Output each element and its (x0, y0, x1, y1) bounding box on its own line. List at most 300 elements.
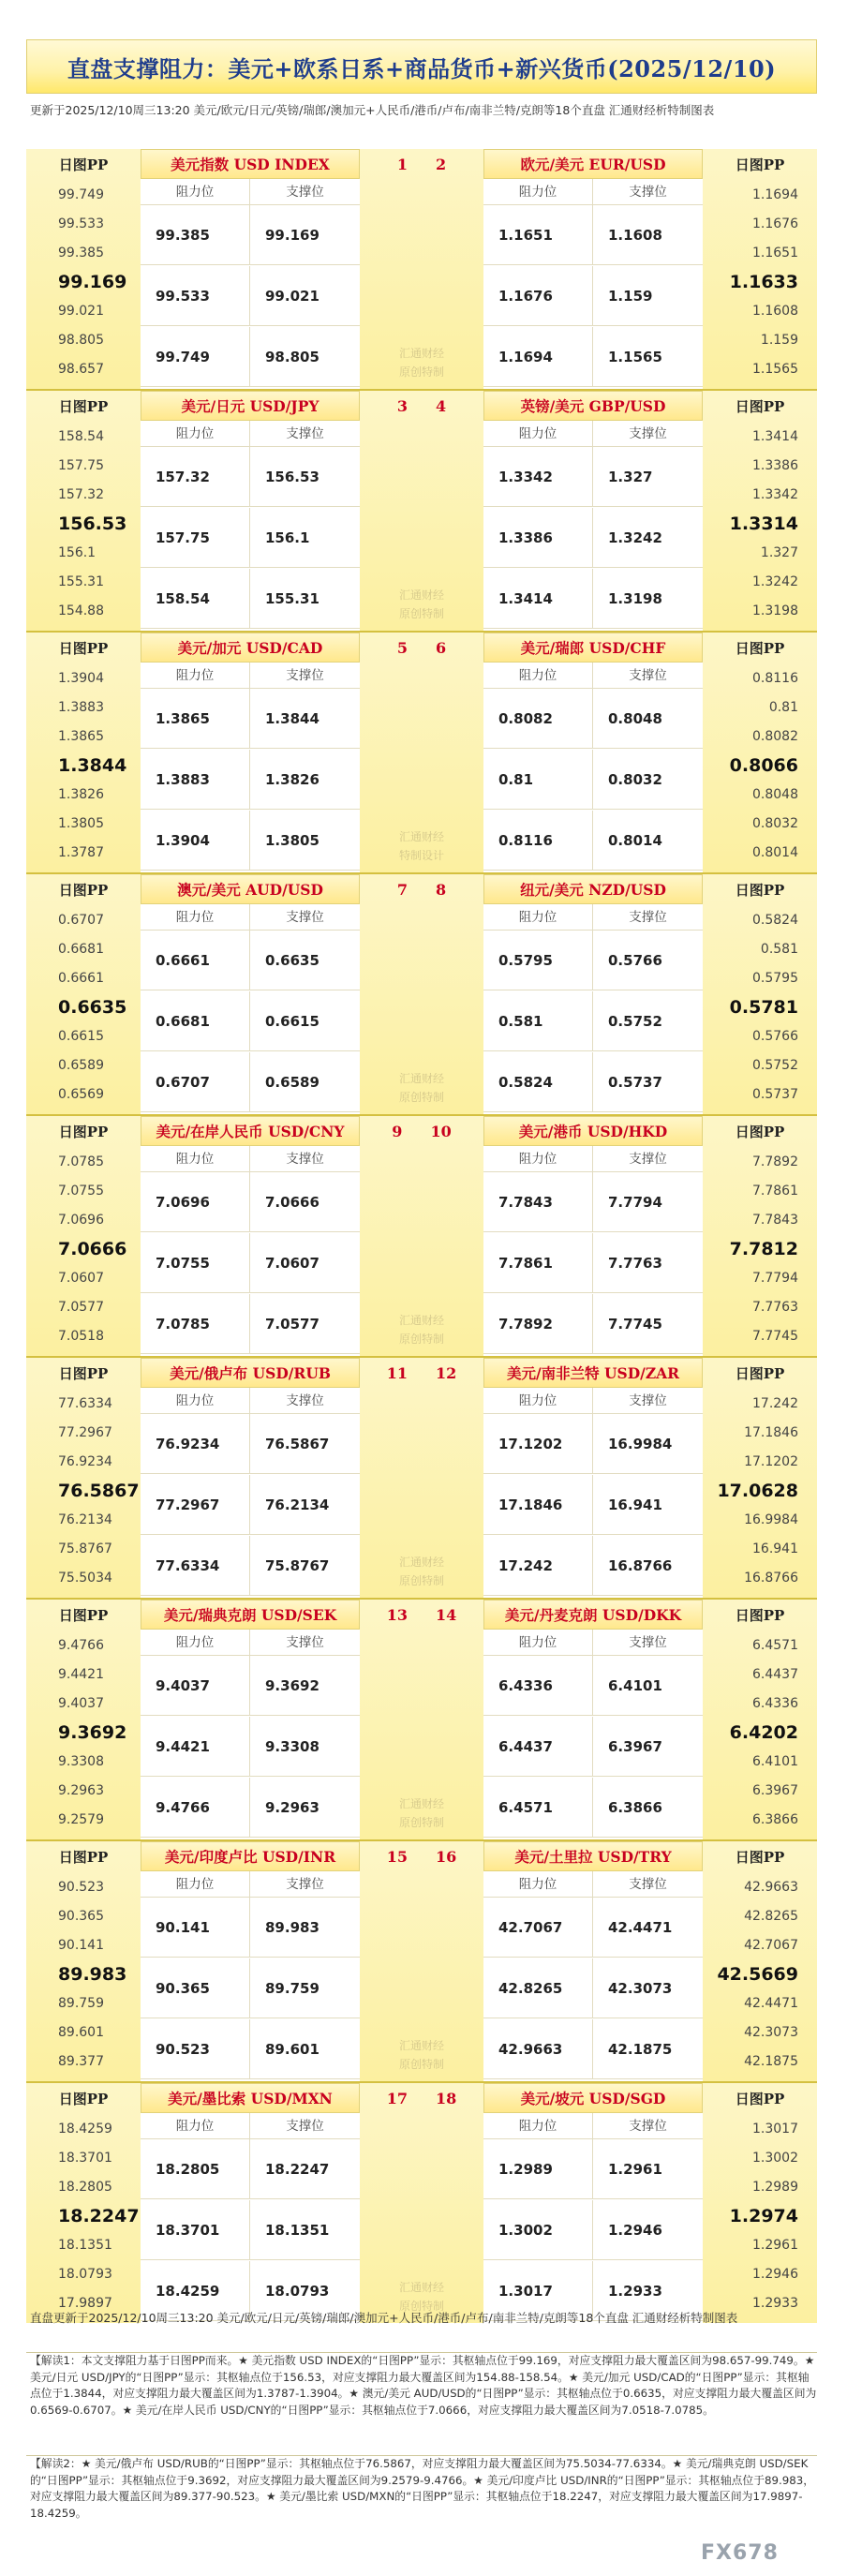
level-row (141, 1172, 360, 1232)
pp-level: 0.5752 (752, 1058, 798, 1073)
pp-column-right (703, 633, 817, 872)
currency-pair-title: 美元/俄卢布 USD/RUB (141, 1358, 360, 1388)
watermark (360, 1553, 483, 1590)
pivot-point: 0.8066 (729, 755, 798, 776)
pp-level: 7.0577 (58, 1300, 104, 1315)
block-number-column (360, 1358, 483, 1598)
pp-level: 9.4766 (58, 1638, 104, 1653)
resistance-value: 6.4336 (483, 1656, 593, 1716)
pp-level: 89.759 (58, 1996, 104, 2011)
watermark-line: 原创特制 (398, 607, 444, 620)
resistance-header: 阻力位 (141, 1388, 250, 1414)
pivot-point: 7.7812 (729, 1239, 798, 1259)
support-value: 1.2946 (608, 2222, 662, 2239)
pp-level: 154.88 (58, 603, 104, 618)
title-banner (26, 39, 817, 94)
support-header: 支撑位 (593, 904, 703, 931)
resistance-header: 阻力位 (483, 1388, 593, 1414)
resistance-value: 90.141 (141, 1898, 250, 1958)
pp-level: 7.7892 (752, 1154, 798, 1169)
pp-level: 0.6661 (58, 971, 104, 986)
currency-block (26, 633, 817, 872)
currency-pair-title: 美元指数 USD INDEX (141, 149, 360, 179)
block-number: 1 (396, 155, 408, 173)
level-row (141, 750, 360, 810)
resistance-value: 1.3017 (483, 2261, 593, 2321)
support-header: 支撑位 (250, 663, 360, 689)
resistance-value: 157.75 (141, 508, 250, 568)
pp-level: 1.3865 (58, 729, 104, 744)
analysis-note-1: 【解读1：本文支撑阻力基于日图PP而来。★ 美元指数 USD INDEX的“日图PP”显示：其枢轴点位于99.169，对应支撑阻力最大覆盖区间为98.657-99.749。★ 美元/日元 USD/JPY的“日图PP”显示：其枢轴点位于156.53，对应支撑阻力最大覆盖区间为154.88-158.54。★ 美元/加元 USD/CAD的“日图PP”显示：其枢轴点位于1.3844，对应支撑阻力最大覆盖区间为1.3787-1.3904。★ 澳元/美元 AUD/USD的“日图PP”显示：其枢轴点位于0.6635，对应支撑阻力最大覆盖区间为0.6569-0.6707。★ 美元/在岸人民币 USD/CNY的“日图PP”显示：其枢轴点位于7.0666，对应支撑阻力最大覆盖区间为7.0518-7.0785。 (26, 2352, 817, 2419)
pp-level: 1.2933 (752, 2296, 798, 2311)
pivot-point: 9.3692 (58, 1722, 127, 1743)
resistance-value: 0.5795 (483, 931, 593, 990)
pp-column-right (703, 874, 817, 1114)
pp-list (703, 1390, 817, 1593)
block-number: 2 (436, 155, 447, 173)
pp-level: 0.8032 (752, 816, 798, 831)
pp-list (26, 1148, 141, 1351)
support-value: 89.759 (265, 1980, 319, 1997)
support-header: 支撑位 (250, 1630, 360, 1656)
pp-level: 157.32 (58, 487, 104, 502)
resistance-value: 0.81 (483, 750, 593, 810)
pp-list (26, 181, 141, 384)
level-row (141, 931, 360, 990)
level-row (483, 2139, 703, 2199)
pp-header: 日图PP (735, 1364, 785, 1382)
pp-header: 日图PP (735, 881, 785, 899)
pp-level: 77.6334 (58, 1396, 112, 1411)
level-row (483, 750, 703, 810)
pp-header: 日图PP (58, 156, 109, 173)
pp-level: 18.4259 (58, 2122, 112, 2137)
support-value: 1.3242 (608, 529, 662, 546)
pp-level: 76.9234 (58, 1454, 112, 1469)
pp-level: 155.31 (58, 574, 104, 589)
support-value: 0.8014 (608, 832, 662, 849)
support-value: 1.3198 (608, 590, 662, 607)
currency-pair-title: 美元/加元 USD/CAD (141, 633, 360, 663)
pp-level: 0.581 (760, 942, 798, 957)
support-value: 1.159 (608, 288, 653, 305)
resistance-value: 42.9663 (483, 2019, 593, 2079)
block-numbers (360, 633, 483, 663)
currency-pair-title: 美元/瑞郎 USD/CHF (483, 633, 703, 663)
support-value: 16.9984 (608, 1436, 673, 1452)
support-header: 支撑位 (593, 421, 703, 447)
pp-column-right (703, 1116, 817, 1356)
pp-level: 18.0793 (58, 2267, 112, 2282)
support-value: 18.0793 (265, 2283, 330, 2300)
currency-block (26, 391, 817, 631)
pivot-point: 7.0666 (58, 1239, 127, 1259)
pp-list (703, 1148, 817, 1351)
resistance-header: 阻力位 (141, 179, 250, 205)
resistance-value: 0.6661 (141, 931, 250, 990)
level-row (141, 1898, 360, 1958)
currency-pair-title: 美元/印度卢比 USD/INR (141, 1841, 360, 1871)
pivot-point: 0.6635 (58, 997, 127, 1018)
resistance-header: 阻力位 (483, 904, 593, 931)
level-row (141, 508, 360, 568)
pp-header: 日图PP (58, 1606, 109, 1624)
block-numbers (360, 1841, 483, 1871)
support-value: 16.8766 (608, 1557, 673, 1574)
block-numbers (360, 149, 483, 179)
pp-level: 0.6615 (58, 1029, 104, 1044)
watermark-line: 原创特制 (398, 2300, 444, 2313)
pp-header: 日图PP (58, 881, 109, 899)
resistance-value: 17.1846 (483, 1475, 593, 1535)
pp-level: 9.3308 (58, 1754, 104, 1769)
watermark-line: 汇通财经 (398, 1797, 444, 1810)
pp-column-left (26, 874, 141, 1114)
pp-list (703, 664, 817, 868)
pp-level: 1.3826 (58, 787, 104, 802)
support-value: 6.4101 (608, 1677, 662, 1694)
pp-header: 日图PP (58, 397, 109, 415)
pp-list (703, 423, 817, 626)
pivot-point: 1.1633 (729, 272, 798, 292)
page-title: 直盘支撑阻力：美元+欧系日系+商品货币+新兴货币(2025/12/10) (67, 54, 777, 82)
pp-level: 1.327 (760, 545, 798, 560)
block-number-column (360, 1116, 483, 1356)
support-header: 支撑位 (250, 1146, 360, 1172)
block-numbers (360, 391, 483, 421)
pp-level: 0.8014 (752, 845, 798, 860)
support-value: 42.3073 (608, 1980, 673, 1997)
pp-level: 99.749 (58, 187, 104, 202)
pp-level: 1.3342 (752, 487, 798, 502)
resistance-value: 9.4421 (141, 1717, 250, 1777)
block-number: 18 (436, 2089, 457, 2107)
resistance-value: 9.4766 (141, 1778, 250, 1838)
resistance-header: 阻力位 (483, 1871, 593, 1898)
support-value: 16.941 (608, 1496, 662, 1513)
pp-level: 9.4421 (58, 1667, 104, 1682)
support-value: 1.1565 (608, 349, 662, 365)
pp-level: 7.7745 (752, 1329, 798, 1344)
resistance-value: 158.54 (141, 569, 250, 629)
pp-list (703, 181, 817, 384)
pp-level: 1.2961 (752, 2238, 798, 2253)
pp-level: 7.0607 (58, 1271, 104, 1286)
level-row (141, 2139, 360, 2199)
pp-level: 1.3386 (752, 458, 798, 473)
currency-block (26, 1600, 817, 1839)
block-number-column (360, 1600, 483, 1839)
level-row (483, 689, 703, 749)
level-row (141, 1294, 360, 1354)
support-value: 7.7745 (608, 1316, 662, 1333)
pp-level: 1.159 (760, 333, 798, 348)
pp-level: 0.8082 (752, 729, 798, 744)
pp-level: 17.1846 (744, 1425, 798, 1440)
resistance-header: 阻力位 (141, 2113, 250, 2139)
pp-header: 日图PP (735, 156, 785, 173)
pp-level: 17.242 (752, 1396, 798, 1411)
resistance-value: 90.523 (141, 2019, 250, 2079)
watermark (360, 2036, 483, 2074)
level-row (141, 1536, 360, 1596)
support-value: 0.8048 (608, 710, 662, 727)
block-numbers (360, 874, 483, 904)
resistance-value: 7.0785 (141, 1294, 250, 1354)
currency-block (26, 874, 817, 1114)
pivot-point: 1.2974 (729, 2206, 798, 2226)
block-numbers (360, 1116, 483, 1146)
resistance-value: 76.9234 (141, 1414, 250, 1474)
block-number-column (360, 2083, 483, 2323)
watermark (360, 1794, 483, 1832)
block-number: 16 (436, 1847, 457, 1866)
support-header: 支撑位 (593, 1388, 703, 1414)
resistance-value: 77.6334 (141, 1536, 250, 1596)
pp-level: 90.365 (58, 1909, 104, 1924)
pp-level: 42.4471 (744, 1996, 798, 2011)
level-row (141, 1958, 360, 2018)
pivot-point: 6.4202 (729, 1722, 798, 1743)
watermark (360, 1311, 483, 1348)
currency-pair-title: 美元/丹麦克朗 USD/DKK (483, 1600, 703, 1630)
watermark-line: 原创特制 (398, 1574, 444, 1587)
watermark-line: 汇通财经 (398, 2039, 444, 2052)
block-number-column (360, 633, 483, 872)
support-header: 支撑位 (593, 2113, 703, 2139)
pp-level: 0.6589 (58, 1058, 104, 1073)
pp-list (26, 423, 141, 626)
pp-level: 16.9984 (744, 1512, 798, 1527)
resistance-header: 阻力位 (483, 663, 593, 689)
pp-level: 7.7843 (752, 1213, 798, 1228)
resistance-value: 0.8082 (483, 689, 593, 749)
resistance-value: 7.7892 (483, 1294, 593, 1354)
resistance-value: 0.5824 (483, 1052, 593, 1112)
pp-level: 1.2946 (752, 2267, 798, 2282)
pp-level: 42.3073 (744, 2025, 798, 2040)
level-row (483, 1717, 703, 1777)
pp-level: 99.021 (58, 304, 104, 319)
pp-level: 90.141 (58, 1938, 104, 1953)
block-number: 5 (396, 638, 408, 657)
pivot-point: 0.5781 (729, 997, 798, 1018)
level-row (141, 2019, 360, 2079)
level-row (141, 205, 360, 265)
resistance-value: 6.4571 (483, 1778, 593, 1838)
pp-level: 6.4101 (752, 1754, 798, 1769)
pp-header: 日图PP (58, 1848, 109, 1866)
level-row (141, 569, 360, 629)
pp-level: 0.6707 (58, 913, 104, 928)
brand-logo: FX678 (701, 2541, 779, 2565)
pp-level: 18.1351 (58, 2238, 112, 2253)
block-number: 10 (430, 1122, 452, 1140)
support-value: 0.5766 (608, 952, 662, 969)
pp-level: 1.3805 (58, 816, 104, 831)
resistance-header: 阻力位 (483, 1630, 593, 1656)
pp-level: 42.7067 (744, 1938, 798, 1953)
watermark-line: 特制设计 (398, 849, 444, 862)
currency-pair-title: 美元/港币 USD/HKD (483, 1116, 703, 1146)
pp-level: 1.3242 (752, 574, 798, 589)
pp-level: 1.3017 (752, 2122, 798, 2137)
pp-level: 17.9897 (58, 2296, 112, 2311)
pp-level: 89.601 (58, 2025, 104, 2040)
pp-list (703, 2115, 817, 2318)
pp-level: 157.75 (58, 458, 104, 473)
support-value: 0.8032 (608, 771, 662, 788)
block-number: 3 (396, 396, 408, 415)
support-value: 156.1 (265, 529, 310, 546)
pp-level: 7.0785 (58, 1154, 104, 1169)
watermark-line: 汇通财经 (398, 2281, 444, 2294)
currency-pair-title: 澳元/美元 AUD/USD (141, 874, 360, 904)
block-number: 11 (386, 1363, 408, 1382)
block-numbers (360, 1600, 483, 1630)
resistance-header: 阻力位 (141, 663, 250, 689)
level-row (483, 1958, 703, 2018)
resistance-value: 1.3865 (141, 689, 250, 749)
pp-level: 1.1676 (752, 216, 798, 231)
support-value: 89.601 (265, 2041, 319, 2058)
level-row (141, 2200, 360, 2260)
support-value: 18.1351 (265, 2222, 330, 2239)
support-value: 155.31 (265, 590, 319, 607)
pp-level: 0.5824 (752, 913, 798, 928)
resistance-value: 1.1676 (483, 266, 593, 326)
support-value: 42.1875 (608, 2041, 673, 2058)
resistance-value: 17.242 (483, 1536, 593, 1596)
support-value: 7.7763 (608, 1255, 662, 1272)
support-header: 支撑位 (250, 421, 360, 447)
pp-level: 158.54 (58, 429, 104, 444)
pp-column-right (703, 149, 817, 389)
pp-level: 1.1694 (752, 187, 798, 202)
watermark-line: 原创特制 (398, 365, 444, 379)
level-row (141, 447, 360, 507)
block-number-column (360, 149, 483, 389)
pp-header: 日图PP (58, 639, 109, 657)
currency-pair-title: 美元/坡元 USD/SGD (483, 2083, 703, 2113)
support-value: 0.5737 (608, 1074, 662, 1091)
pp-level: 7.0518 (58, 1329, 104, 1344)
level-row (483, 447, 703, 507)
currency-pair-title: 美元/南非兰特 USD/ZAR (483, 1358, 703, 1388)
support-header: 支撑位 (250, 904, 360, 931)
watermark-line: 汇通财经 (398, 1072, 444, 1085)
level-row (141, 266, 360, 326)
support-header: 支撑位 (593, 1146, 703, 1172)
currency-pair-title: 美元/瑞典克朗 USD/SEK (141, 1600, 360, 1630)
pp-level: 6.4571 (752, 1638, 798, 1653)
watermark-line: 原创特制 (398, 2058, 444, 2071)
support-header: 支撑位 (250, 1388, 360, 1414)
currency-block (26, 1116, 817, 1356)
watermark-line: 汇通财经 (398, 1314, 444, 1327)
resistance-value: 0.6681 (141, 991, 250, 1051)
pp-level: 0.5766 (752, 1029, 798, 1044)
block-number: 13 (386, 1605, 408, 1624)
pivot-point: 89.983 (58, 1964, 127, 1985)
resistance-value: 99.749 (141, 327, 250, 387)
pp-column-left (26, 1116, 141, 1356)
pp-level: 77.2967 (58, 1425, 112, 1440)
resistance-header: 阻力位 (141, 904, 250, 931)
resistance-header: 阻力位 (141, 1146, 250, 1172)
level-row (141, 327, 360, 387)
level-row (483, 1172, 703, 1232)
pp-level: 17.1202 (744, 1454, 798, 1469)
pp-list (26, 664, 141, 868)
resistance-value: 1.3883 (141, 750, 250, 810)
pp-level: 75.8767 (58, 1541, 112, 1556)
pp-level: 1.3414 (752, 429, 798, 444)
level-row (483, 1656, 703, 1716)
resistance-header: 阻力位 (483, 421, 593, 447)
pp-level: 9.2963 (58, 1783, 104, 1798)
pp-column-left (26, 1358, 141, 1598)
support-value: 7.0666 (265, 1194, 319, 1211)
support-header: 支撑位 (250, 2113, 360, 2139)
pp-column-left (26, 149, 141, 389)
resistance-value: 77.2967 (141, 1475, 250, 1535)
pp-level: 98.657 (58, 362, 104, 377)
level-row (141, 689, 360, 749)
watermark (360, 586, 483, 623)
pp-level: 42.1875 (744, 2054, 798, 2069)
pp-level: 18.2805 (58, 2180, 112, 2195)
pp-level: 7.0696 (58, 1213, 104, 1228)
pp-level: 6.4437 (752, 1667, 798, 1682)
resistance-value: 6.4437 (483, 1717, 593, 1777)
pp-level: 42.8265 (744, 1909, 798, 1924)
support-value: 76.5867 (265, 1436, 330, 1452)
block-numbers (360, 1358, 483, 1388)
level-row (141, 1778, 360, 1838)
level-row (483, 205, 703, 265)
pp-column-right (703, 1841, 817, 2081)
pp-header: 日图PP (735, 1123, 785, 1140)
support-value: 98.805 (265, 349, 319, 365)
resistance-value: 1.3414 (483, 569, 593, 629)
pp-column-left (26, 1600, 141, 1839)
resistance-value: 18.3701 (141, 2200, 250, 2260)
level-row (483, 266, 703, 326)
resistance-value: 1.1694 (483, 327, 593, 387)
support-value: 1.1608 (608, 227, 662, 244)
support-value: 76.2134 (265, 1496, 330, 1513)
level-row (141, 1656, 360, 1716)
pp-level: 0.8116 (752, 671, 798, 686)
block-number: 12 (436, 1363, 457, 1382)
resistance-header: 阻力位 (483, 179, 593, 205)
pp-level: 156.1 (58, 545, 97, 560)
support-value: 1.2961 (608, 2161, 662, 2178)
support-value: 1.3844 (265, 710, 319, 727)
block-number: 9 (392, 1122, 403, 1140)
pp-level: 7.0755 (58, 1184, 104, 1199)
resistance-header: 阻力位 (483, 1146, 593, 1172)
currency-pair-title: 美元/墨比索 USD/MXN (141, 2083, 360, 2113)
currency-pair-title: 美元/日元 USD/JPY (141, 391, 360, 421)
level-row (483, 1233, 703, 1293)
support-value: 99.169 (265, 227, 319, 244)
pp-level: 98.805 (58, 333, 104, 348)
support-value: 6.3866 (608, 1799, 662, 1816)
resistance-value: 1.3342 (483, 447, 593, 507)
level-row (141, 1052, 360, 1112)
